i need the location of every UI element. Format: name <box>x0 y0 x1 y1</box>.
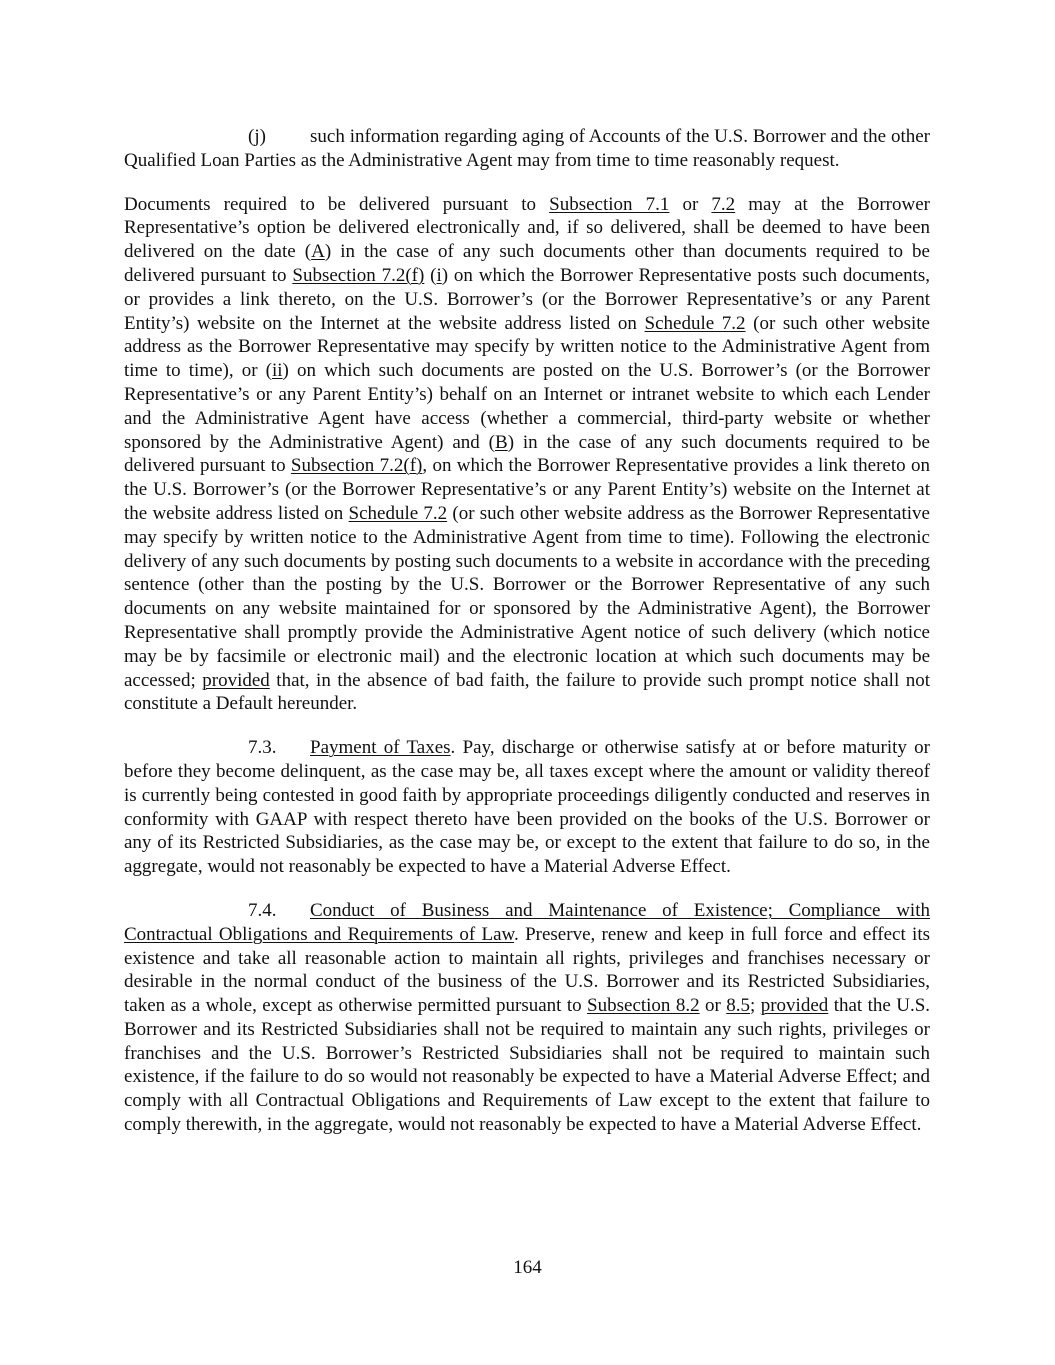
text-run: ) on which such documents are posted on the U.S. Borrower’s (or the Borrower Representative’s or any Parent Entity’s) behalf on an Internet or intranet website to which each Lender and the Administrative Agent have access (whether a commercial, third-party website or whether sponsored by the Administrative Agent) and ( <box>124 360 930 453</box>
section-number-7-3: 7.3. <box>248 737 277 759</box>
text-run: ) in the case of any such documents required to be delivered pursuant to <box>124 431 930 477</box>
provided-term: provided <box>760 995 829 1017</box>
text-run: ) in the case of any such documents other than documents required to be delivered pursuant to <box>124 241 930 286</box>
ref-subsection-8-2: Subsection 8.2 <box>587 995 700 1017</box>
ref-subsection-7-2f: Subsection 7.2(f) <box>290 455 423 477</box>
body-text <box>124 125 930 1157</box>
text-run: that the U.S. Borrower and its Restricted Subsidiaries shall not be required to maintain any such rights, privileges or franchises and the U.S. Borrower’s Restricted Subsidiaries shall not be required to maintain such existence, if the failure to do so would not reasonably be expected to have a Material Adverse Effect; and comply with all Contractual Obligations and Requirements of Law except to the extent that failure to comply therewith, in the aggregate, would not reasonably be expected to have a Material Adverse Effect. <box>124 995 931 1136</box>
clause-marker-a: A <box>311 241 325 263</box>
ref-subsection-7-2f: Subsection 7.2(f) <box>292 264 425 286</box>
section-7-3 <box>124 736 930 879</box>
text-run: or <box>699 995 727 1017</box>
text-run: ; <box>750 995 761 1017</box>
paragraph-j <box>124 125 930 173</box>
ref-8-5: 8.5 <box>726 995 751 1017</box>
clause-marker-b: B <box>495 431 508 453</box>
text-run: , on which the Borrower Representative provides a link thereto on the U.S. Borrower’s (or the Borrower Representative’s or any Parent Entity’s) website on the Internet at the website address listed on <box>124 455 930 524</box>
text-run: . Preserve, renew and keep in full force and effect its existence and take all reasonable action to maintain all rights, privileges and franchises necessary or desirable in the normal conduct of the business of the U.S. Borrower and its Restricted Subsidiaries, taken as a whole, except as otherwise permitted pursuant to <box>124 923 930 1017</box>
text-run: ( <box>424 264 437 286</box>
clause-marker-ii: ii <box>271 360 283 382</box>
text-run: that, in the absence of bad faith, the failure to provide such prompt notice shall not constitute a Default hereunder. <box>124 669 931 715</box>
section-number-7-4: 7.4. <box>248 899 277 921</box>
text-run: Documents required to be delivered pursuant to <box>124 193 550 215</box>
ref-schedule-7-2: Schedule 7.2 <box>348 502 448 524</box>
ref-subsection-7-1: Subsection 7.1 <box>549 193 670 215</box>
text-run: ) on which the Borrower Representative posts such documents, or provides a link thereto, on the U.S. Borrower’s (or the Borrower Representative’s or any Parent Entity’s) website on the Internet at the website address listed on <box>124 264 931 334</box>
item-label-j: (j) <box>248 126 266 147</box>
clause-marker-i: i <box>436 264 442 286</box>
section-heading-7-3: Payment of Taxes <box>310 737 451 759</box>
ref-7-2: 7.2 <box>711 193 736 215</box>
ref-schedule-7-2: Schedule 7.2 <box>644 312 746 334</box>
text-run: (or such other website address as the Borrower Representative may specify by written notice to the Administrative Agent from time to time). Following the electronic delivery of any such documents by posting such documents to a website in accordance with the preceding sentence (other than the posting by the U.S. Borrower or the Borrower Representative of any such documents on any website maintained for or sponsored by the Administrative Agent), the Borrower Representative shall promptly provide the Administrative Agent notice of such delivery (which notice may be by facsimile or electronic mail) and the electronic location at which such documents may be accessed; <box>124 502 930 691</box>
paragraph-electronic-delivery <box>124 193 930 717</box>
page-number: 164 <box>513 1257 542 1278</box>
text-run: may at the Borrower Representative’s option be delivered electronically and, if so delivered, shall be deemed to have been delivered on the date ( <box>124 193 930 263</box>
section-heading-7-4: Conduct of Business and Maintenance of Existence; Compliance with Contractual Obligations and Requirements of Law <box>124 899 930 945</box>
text-run: (or such other website address as the Borrower Representative may specify by written notice to the Administrative Agent from time to time), or ( <box>124 312 930 382</box>
text-run: or <box>669 193 712 215</box>
section-7-4 <box>124 899 930 1137</box>
provided-term: provided <box>202 669 270 691</box>
section-7-3-text: . Pay, discharge or otherwise satisfy at or before maturity or before they become delinquent, as the case may be, all taxes except where the amount or validity thereof is currently being contested in good faith by appropriate proceedings diligently conducted and reserves in conformity with GAAP with respect thereto have been provided on the books of the U.S. Borrower or any of its Restricted Subsidiaries, as the case may be, or except to the extent that failure to do so, in the aggregate, would not reasonably be expected to have a Material Adverse Effect. <box>124 737 930 878</box>
paragraph-j-text: such information regarding aging of Accounts of the U.S. Borrower and the other Qualified Loan Parties as the Administrative Agent may from time to time reasonably request. <box>124 126 930 171</box>
